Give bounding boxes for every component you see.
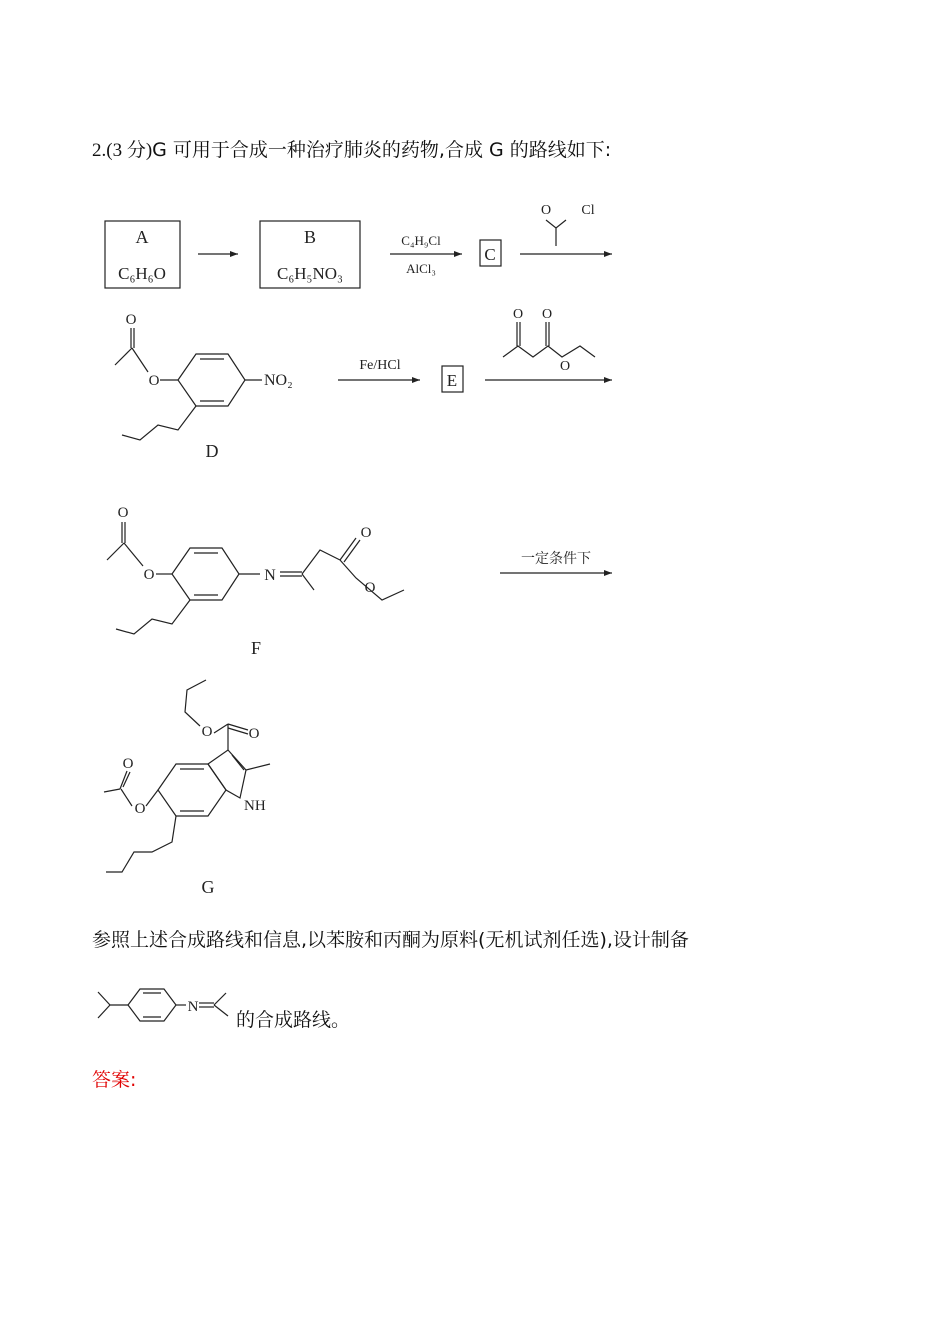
g-acetoxy-oxygen: O [134, 801, 146, 817]
g-methyl [246, 764, 270, 770]
reagent-acyl-chlorine: Cl [581, 203, 595, 218]
g-ethyl-chain [185, 680, 206, 726]
f-ester-oxygen: O [143, 567, 155, 583]
g-indole-nh: NH [244, 798, 266, 814]
g-benzene-ring [158, 764, 226, 816]
acetyl-chloride-bonds [546, 220, 566, 228]
answer-label: 答案: [92, 1069, 137, 1091]
d-benzene-ring [178, 354, 245, 406]
arrowheads [230, 251, 612, 576]
f-side-chain [302, 550, 340, 574]
reagent-butyl-chloride: C₄H₉Cl [401, 233, 441, 248]
d-ester-oxygen: O [148, 373, 160, 389]
box-e-letter: E [446, 371, 458, 390]
box-b-letter: B [303, 227, 317, 247]
design-instruction: 参照上述合成路线和信息,以苯胺和丙酮为原料(无机试剂任选),设计制备 [92, 929, 689, 951]
f-ester-carbonyl-oxygen: O [360, 525, 372, 541]
design-instruction-tail: 的合成路线。 [236, 1009, 351, 1031]
d-label: D [205, 441, 219, 461]
question-text: G 可用于合成一种治疗肺炎的药物,合成 G 的路线如下: [152, 139, 612, 161]
reagent-iron-hcl: Fe/HCl [359, 358, 401, 373]
f-carbonyl-oxygen: O [117, 505, 129, 521]
box-a-letter: A [135, 227, 149, 247]
question-number: 2. [92, 140, 107, 161]
acetoacetate-chain [503, 346, 595, 357]
box-b-formula: C₆H₅NO₃ [277, 264, 343, 283]
acetoacetate-ester-carbonyl-oxygen: O [541, 307, 553, 322]
g-ester-carbonyl-oxygen: O [248, 726, 260, 742]
acetoacetate-ketone-oxygen: O [512, 307, 524, 322]
g-ester-alkoxy-oxygen: O [201, 724, 213, 740]
box-c-letter: C [484, 245, 496, 264]
d-carbonyl-oxygen: O [125, 312, 137, 328]
g-acetyl-oxygen: O [122, 756, 134, 772]
acetoacetate-ester-oxygen: O [559, 359, 571, 374]
g-label: G [201, 877, 215, 897]
reagent-conditions: 一定条件下 [521, 552, 591, 567]
f-label: F [250, 638, 262, 658]
reagent-aluminium-chloride: AlCl₃ [406, 261, 436, 276]
f-imine-nitrogen: N [264, 567, 276, 584]
g-pyrrole-ring [208, 750, 246, 798]
d-butyl-chain [122, 406, 196, 440]
product-isopropyl [98, 992, 110, 1005]
question-score: (3 分) [106, 140, 153, 161]
product-imine-nitrogen: N [187, 999, 199, 1015]
reagent-acyl-oxygen: O [540, 203, 552, 218]
g-butyl-chain [106, 816, 176, 872]
f-butyl-chain [116, 600, 190, 634]
box-a-formula: C₆H₆O [118, 264, 166, 283]
product-benzene-ring [128, 989, 176, 1021]
f-ester-alkoxy-oxygen: O [364, 580, 376, 596]
d-nitro-group: NO₂ [264, 372, 293, 389]
f-benzene-ring [172, 548, 239, 600]
